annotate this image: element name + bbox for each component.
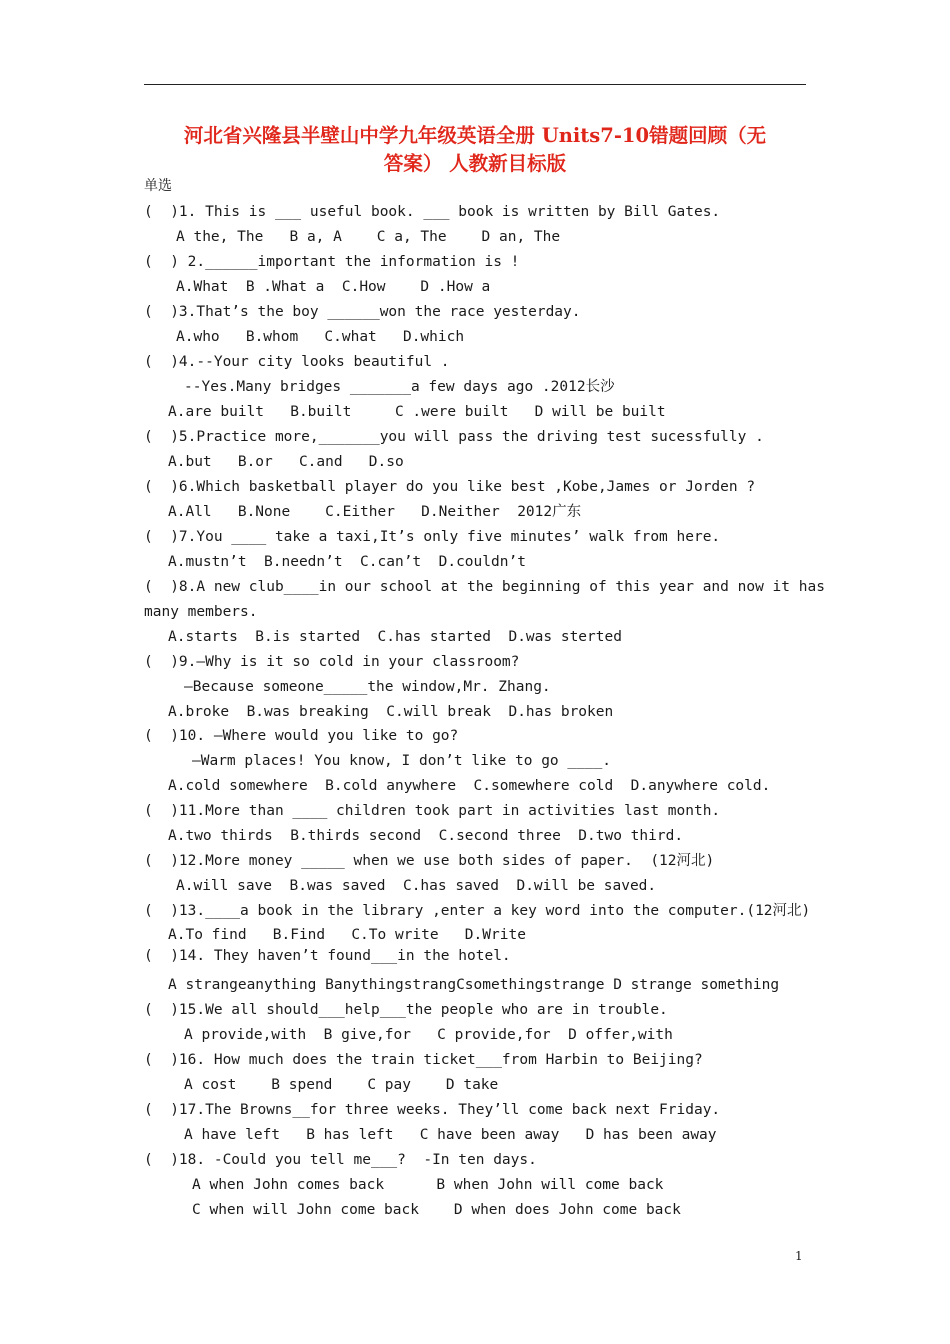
title-line-2: 答案） 人教新目标版 (383, 152, 567, 175)
question-18: ( )18. -Could you tell me___? -In ten days. (144, 1152, 537, 1168)
question-12: ( )12.More money _____ when we use both sides of paper. (12河北) (144, 853, 715, 869)
page-number: 1 (795, 1249, 803, 1263)
section-label: 单选 (144, 178, 172, 194)
question-14-options: A strangeanything BanythingstrangCsomethingstrange D strange something (168, 977, 780, 993)
question-2: ( ) 2.______important the information is ! (144, 254, 520, 270)
question-10: ( )10. —Where would you like to go? (144, 728, 459, 744)
question-6: ( )6.Which basketball player do you like best ,Kobe,James or Jorden ? (144, 479, 756, 495)
question-8-continued: many members. (144, 604, 258, 620)
question-7: ( )7.You ____ take a taxi,It’s only five minutes’ walk from here. (144, 529, 721, 545)
question-9-options: A.broke B.was breaking C.will break D.has broken (168, 704, 614, 720)
question-11: ( )11.More than ____ children took part in activities last month. (144, 803, 721, 819)
document-title (144, 122, 806, 178)
question-17: ( )17.The Browns__for three weeks. They’ll come back next Friday. (144, 1102, 721, 1118)
question-8-options: A.starts B.is started C.has started D.was sterted (168, 629, 622, 645)
question-16-options: A cost B spend C pay D take (184, 1077, 499, 1093)
question-15: ( )15.We all should___help___the people who are in trouble. (144, 1002, 668, 1018)
question-2-options: A.What B .What a C.How D .How a (176, 279, 491, 295)
question-3-options: A.who B.whom C.what D.which (176, 329, 465, 345)
question-12-options: A.will save B.was saved C.has saved D.will be saved. (176, 878, 657, 894)
question-1: ( )1. This is ___ useful book. ___ book is written by Bill Gates. (144, 204, 721, 220)
question-5-options: A.but B.or C.and D.so (168, 454, 404, 470)
question-13-options: A.To find B.Find C.To write D.Write (168, 927, 526, 943)
question-18-options-cd: C when will John come back D when does John come back (192, 1202, 681, 1218)
question-17-options: A have left B has left C have been away D has been away (184, 1127, 717, 1143)
question-5: ( )5.Practice more,_______you will pass the driving test sucessfully . (144, 429, 764, 445)
question-4-options: A.are built B.built C .were built D will be built (168, 404, 666, 420)
question-11-options: A.two thirds B.thirds second C.second three D.two third. (168, 828, 684, 844)
question-4-dialogue: --Yes.Many bridges _______a few days ago .2012长沙 (184, 379, 615, 395)
question-4: ( )4.--Your city looks beautiful . (144, 354, 450, 370)
question-18-options-ab: A when John comes back B when John will come back (192, 1177, 664, 1193)
question-10-dialogue: —Warm places! You know, I don’t like to go ____. (192, 753, 612, 769)
question-3: ( )3.That’s the boy ______won the race yesterday. (144, 304, 581, 320)
question-8: ( )8.A new club____in our school at the beginning of this year and now it has (144, 579, 825, 595)
question-14: ( )14. They haven’t found___in the hotel. (144, 948, 511, 964)
question-16: ( )16. How much does the train ticket___from Harbin to Beijing? (144, 1052, 703, 1068)
question-7-options: A.mustn’t B.needn’t C.can’t D.couldn’t (168, 554, 526, 570)
question-9-dialogue: —Because someone_____the window,Mr. Zhang. (184, 679, 551, 695)
question-15-options: A provide,with B give,for C provide,for D offer,with (184, 1027, 673, 1043)
title-line-1: 河北省兴隆县半壁山中学九年级英语全册 Units7-10错题回顾（无 (183, 124, 767, 147)
question-9: ( )9.—Why is it so cold in your classroom? (144, 654, 520, 670)
question-1-options: A the, The B a, A C a, The D an, The (176, 229, 561, 245)
question-10-options: A.cold somewhere B.cold anywhere C.somewhere cold D.anywhere cold. (168, 778, 771, 794)
header-rule (144, 84, 806, 85)
question-6-options: A.All B.None C.Either D.Neither 2012广东 (168, 504, 582, 520)
question-13: ( )13.____a book in the library ,enter a key word into the computer.(12河北) (144, 903, 811, 919)
